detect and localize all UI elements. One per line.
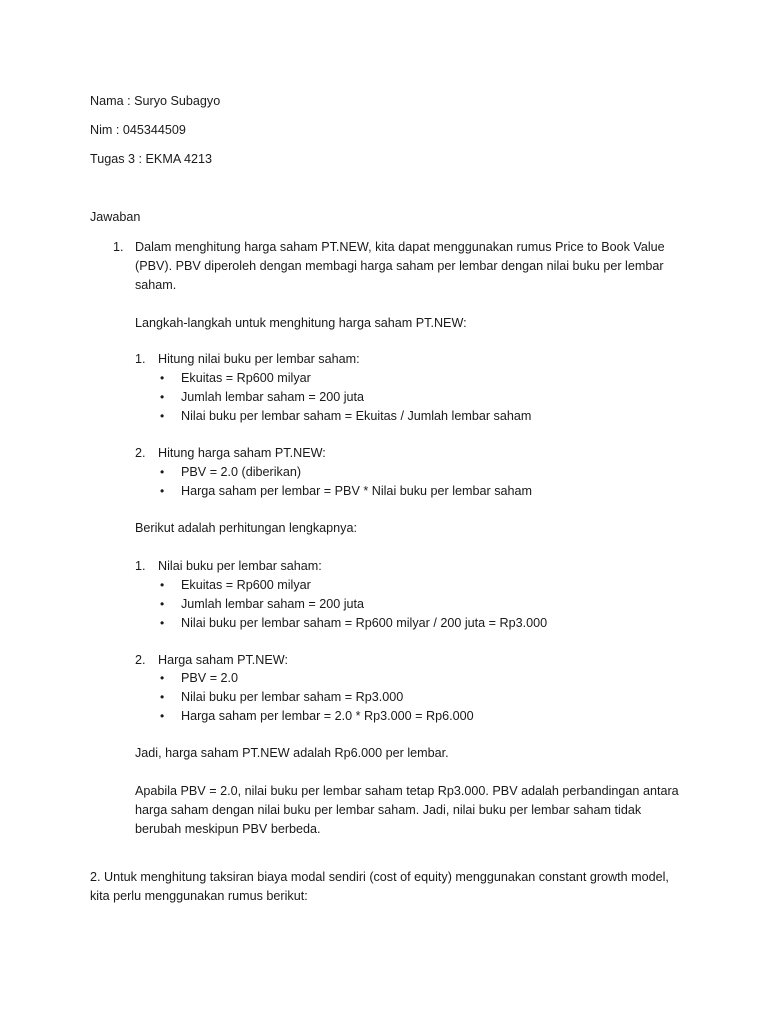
answer-heading: Jawaban [90, 210, 141, 224]
bullet-icon: • [160, 465, 165, 479]
steps-intro: Langkah-langkah untuk menghitung harga saham PT.NEW: [135, 316, 467, 330]
calc-bullet: PBV = 2.0 [181, 671, 239, 685]
calc-bullet: Ekuitas = Rp600 milyar [181, 578, 311, 592]
note-line: berubah meskipun PBV berbeda. [135, 822, 321, 836]
calc-title: Harga saham PT.NEW: [158, 653, 288, 667]
bullet-icon: • [160, 709, 165, 723]
bullet-icon: • [160, 578, 165, 592]
note-line: harga saham dengan nilai buku per lembar saham. Jadi, nilai buku per lembar saham tidak [135, 803, 642, 817]
q2-line: kita perlu menggunakan rumus berikut: [90, 889, 308, 903]
bullet-icon: • [160, 409, 165, 423]
note-line: Apabila PBV = 2.0, nilai buku per lembar saham tetap Rp3.000. PBV adalah perbandingan antara [135, 784, 679, 798]
step-bullet: Harga saham per lembar = PBV * Nilai buku per lembar saham [181, 484, 533, 498]
bullet-icon: • [160, 597, 165, 611]
calc-bullet: Jumlah lembar saham = 200 juta [181, 597, 365, 611]
step-bullet: Ekuitas = Rp600 milyar [181, 371, 311, 385]
step-title: Hitung harga saham PT.NEW: [158, 446, 326, 460]
q2-line: 2. Untuk menghitung taksiran biaya modal sendiri (cost of equity) menggunakan constant growth model, [90, 870, 669, 884]
step-bullet: Jumlah lembar saham = 200 juta [181, 390, 365, 404]
bullet-icon: • [160, 371, 165, 385]
calc-intro: Berikut adalah perhitungan lengkapnya: [135, 521, 357, 535]
calc-number: 1. [135, 559, 146, 573]
bullet-icon: • [160, 616, 165, 630]
calc-bullet: Harga saham per lembar = 2.0 * Rp3.000 = Rp6.000 [181, 709, 474, 723]
bullet-icon: • [160, 484, 165, 498]
student-name: Nama : Suryo Subagyo [90, 94, 221, 108]
q1-intro-line: saham. [135, 278, 177, 292]
step-bullet: PBV = 2.0 (diberikan) [181, 465, 302, 479]
assignment-title: Tugas 3 : EKMA 4213 [90, 152, 213, 166]
bullet-icon: • [160, 690, 165, 704]
bullet-icon: • [160, 671, 165, 685]
calc-bullet: Nilai buku per lembar saham = Rp600 milyar / 200 juta = Rp3.000 [181, 616, 548, 630]
calc-number: 2. [135, 653, 146, 667]
q1-intro-line: Dalam menghitung harga saham PT.NEW, kita dapat menggunakan rumus Price to Book Value [135, 240, 665, 254]
calc-title: Nilai buku per lembar saham: [158, 559, 322, 573]
calc-bullet: Nilai buku per lembar saham = Rp3.000 [181, 690, 404, 704]
step-number: 1. [135, 352, 146, 366]
conclusion: Jadi, harga saham PT.NEW adalah Rp6.000 per lembar. [135, 746, 449, 760]
step-number: 2. [135, 446, 146, 460]
student-nim: Nim : 045344509 [90, 123, 186, 137]
bullet-icon: • [160, 390, 165, 404]
q1-intro-line: (PBV). PBV diperoleh dengan membagi harga saham per lembar dengan nilai buku per lembar [135, 259, 664, 273]
q1-number: 1. [113, 240, 124, 254]
step-bullet: Nilai buku per lembar saham = Ekuitas / Jumlah lembar saham [181, 409, 532, 423]
step-title: Hitung nilai buku per lembar saham: [158, 352, 360, 366]
